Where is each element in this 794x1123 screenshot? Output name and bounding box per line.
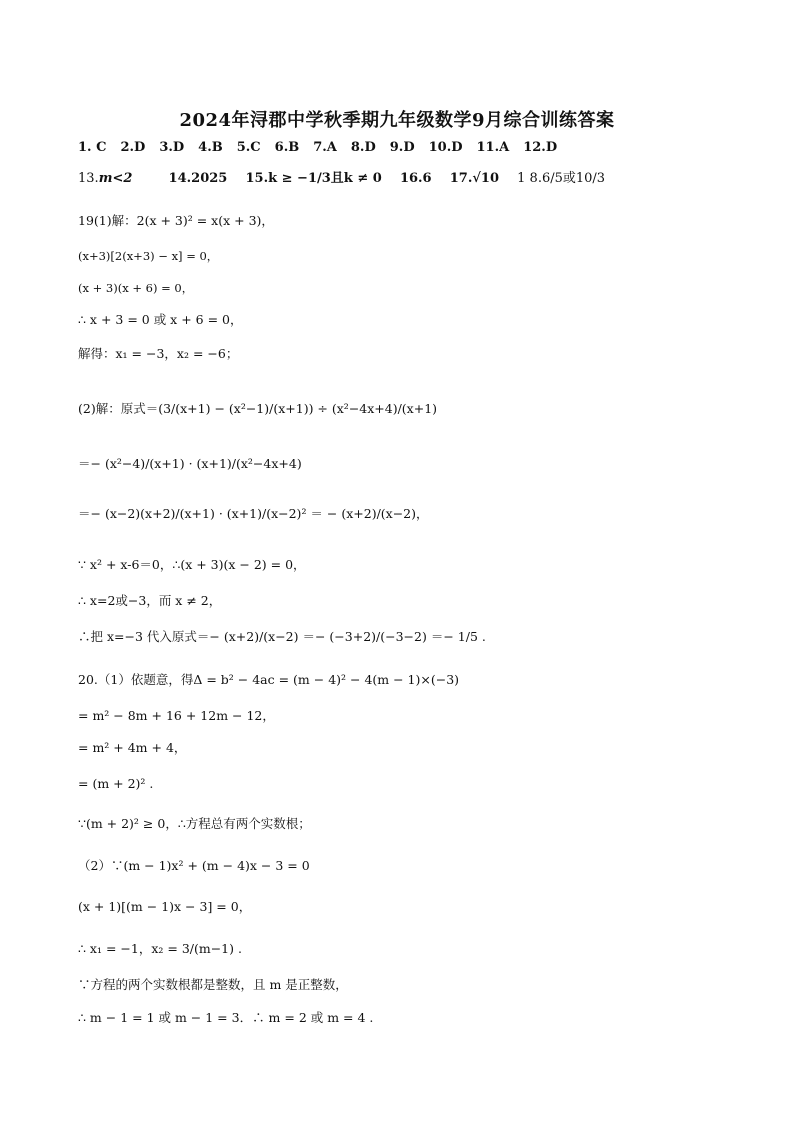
mc-answer: 6.B [274, 140, 300, 155]
mc-answer: 4.B [198, 140, 223, 155]
solution-line: （2）∵(m − 1)x² + (m − 4)x − 3 = 0 [78, 858, 310, 873]
mc-answers-row [78, 139, 571, 157]
solution-line: ∴ x=2或−3，而 x ≠ 2， [78, 593, 222, 608]
q18-answer: 1 8.6/5或10/3 [517, 171, 606, 186]
mc-answer: 5.C [236, 140, 261, 155]
mc-answer: 8.D [350, 140, 376, 155]
q15-answer: 15.k ≥ −1/3且k ≠ 0 [245, 171, 382, 186]
q17-answer: 17.√10 [449, 171, 500, 186]
fill-answers-row [78, 170, 619, 188]
mc-answer: 1. C [78, 140, 107, 155]
solution-line: ∵(m + 2)² ≥ 0，∴方程总有两个实数根； [78, 816, 311, 831]
q14-answer: 14.2025 [168, 171, 228, 186]
solution-line: = m² − 8m + 16 + 12m − 12， [78, 708, 275, 723]
mc-answer: 11.A [476, 140, 510, 155]
solution-line: 解得：x₁ = −3，x₂ = −6； [78, 346, 239, 361]
mc-answer: 3.D [159, 140, 185, 155]
solution-line: (x + 3)(x + 6) = 0， [78, 281, 194, 295]
q13-label: 13. [78, 171, 99, 186]
mc-answer: 9.D [389, 140, 415, 155]
solution-line: ∴ x₁ = −1，x₂ = 3/(m−1) . [78, 941, 242, 956]
solution-line: ∵ x² + x-6＝0，∴(x + 3)(x − 2) = 0， [78, 557, 306, 572]
solution-line: = m² + 4m + 4， [78, 740, 187, 755]
solution-line: ＝− (x−2)(x+2)/(x+1) · (x+1)/(x−2)² ＝ − (x+2)/(x−2)， [78, 506, 429, 521]
solution-line: ＝− (x²−4)/(x+1) · (x+1)/(x²−4x+4) [78, 456, 302, 471]
mc-answer: 12.D [523, 140, 558, 155]
solution-line: (x + 1)[(m − 1)x − 3] = 0， [78, 899, 252, 914]
mc-answer: 10.D [428, 140, 463, 155]
solution-line: (2)解：原式＝(3/(x+1) − (x²−1)/(x+1)) ÷ (x²−4x+4)/(x+1) [78, 401, 438, 416]
mc-answer: 2.D [120, 140, 146, 155]
solution-line: ∴把 x=−3 代入原式＝− (x+2)/(x−2) ＝− (−3+2)/(−3−2) ＝− 1/5 . [78, 629, 486, 644]
page-title: 2024年浔郡中学秋季期九年级数学9月综合训练答案 [179, 110, 615, 131]
solution-line: (x+3)[2(x+3) − x] = 0， [78, 249, 219, 263]
solution-line: ∴ m − 1 = 1 或 m − 1 = 3．∴ m = 2 或 m = 4 . [78, 1010, 374, 1025]
solution-line: 20.（1）依题意，得Δ = b² − 4ac = (m − 4)² − 4(m − 1)×(−3) [78, 672, 460, 687]
q13-answer: m<2 [98, 171, 133, 186]
solution-line: = (m + 2)² . [78, 776, 154, 791]
solution-line: ∵方程的两个实数根都是整数，且 m 是正整数， [78, 977, 348, 992]
solution-line: 19(1)解：2(x + 3)² = x(x + 3)， [78, 213, 274, 228]
solution-line: ∴ x + 3 = 0 或 x + 6 = 0， [78, 312, 243, 327]
q16-answer: 16.6 [399, 171, 432, 186]
mc-answer: 7.A [313, 140, 337, 155]
